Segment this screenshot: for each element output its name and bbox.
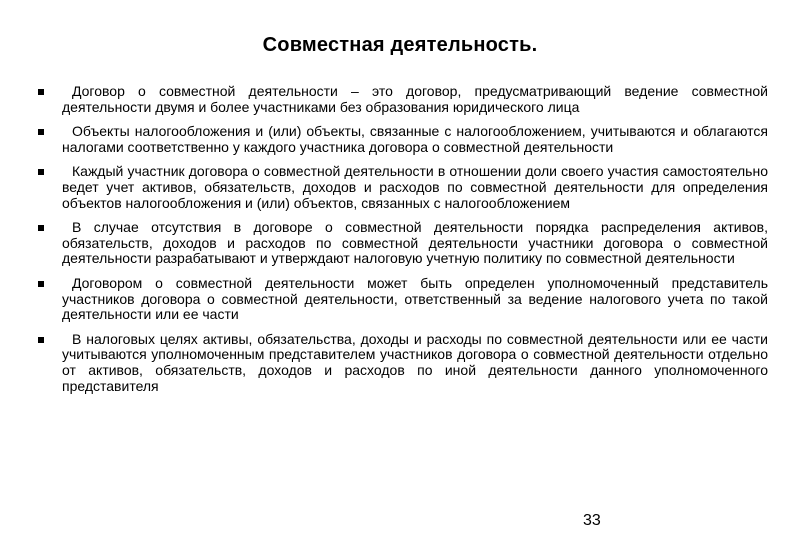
list-item [38, 84, 768, 115]
list-item [38, 276, 768, 323]
square-bullet-icon [38, 89, 44, 95]
list-item [38, 220, 768, 267]
list-item [38, 332, 768, 394]
page-number: 33 [583, 512, 601, 529]
square-bullet-icon [38, 281, 44, 287]
list-item-text: В налоговых целях активы, обязательства, доходы и расходы по совместной деятельности или ее части учитываются уполномоченным представителем участников договора о совместной деятельности отдельно от активов, обязательств, доходов и расходов по иной деятельности данного уполномоченного представителя [62, 330, 768, 394]
slide-title: Совместная деятельность. [262, 34, 538, 56]
list-item-text: Договором о совместной деятельности может быть определен уполномоченный представитель участников договора о совместной деятельности, ответственный за ведение налогового учета по такой деятельности или ее части [62, 274, 768, 323]
list-item-text: В случае отсутствия в договоре о совместной деятельности порядка распределения активов, обязательств, доходов и расходов по совместной деятельности участники договора о совместной деятельности разрабатывают и утверждают налоговую учетную политику по совместной деятельности [62, 219, 768, 267]
list-item [38, 164, 768, 211]
square-bullet-icon [38, 129, 44, 135]
square-bullet-icon [38, 169, 44, 175]
list-item-text: Объекты налогообложения и (или) объекты, связанные с налогообложением, учитываются и облагаются налогами соответственно у каждого участника договора о совместной деятельности [62, 123, 768, 155]
bullet-list [38, 84, 768, 403]
square-bullet-icon [38, 225, 44, 231]
square-bullet-icon [38, 337, 44, 343]
list-item [38, 124, 768, 155]
list-item-text: Каждый участник договора о совместной деятельности в отношении доли своего участия самостоятельно ведет учет активов, обязательств, доходов и расходов по совместной деятельности для определения объектов налогообложения и (или) объектов, связанных с налогообложением [62, 163, 768, 211]
list-item-text: Договор о совместной деятельности – это договор, предусматривающий ведение совместной деятельности двумя и более участниками без образования юридического лица [62, 83, 768, 115]
